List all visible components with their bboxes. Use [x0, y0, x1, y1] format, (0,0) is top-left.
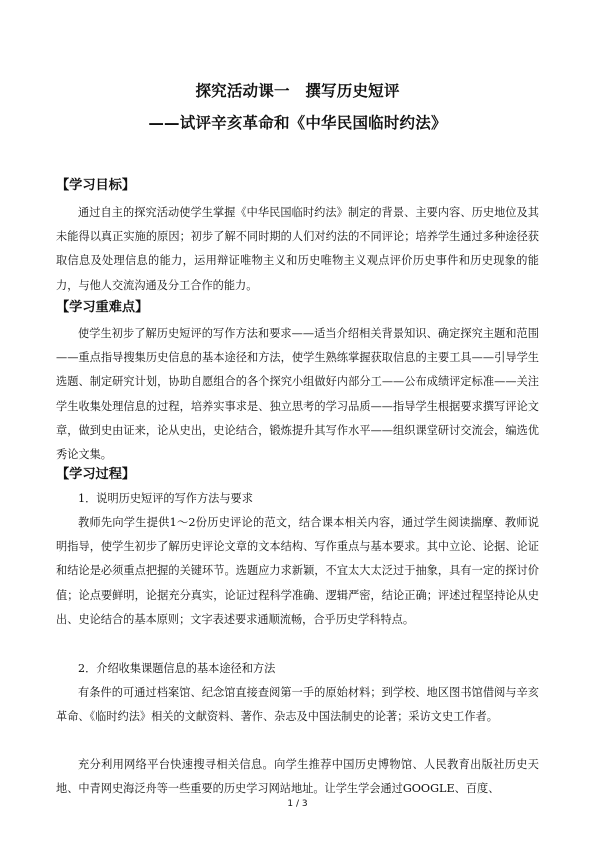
page-number: 1 / 3: [287, 799, 308, 809]
process-item2-paragraph-1: 有条件的可通过档案馆、纪念馆直接查阅第一手的原始材料；到学校、地区图书馆借阅与辛亥革命、《临时约法》相关的文献资料、著作、杂志及中国法制史的论著；采访文史工作者。: [56, 686, 539, 724]
process-item2-paragraph-2: 充分利用网络平台快速搜寻相关信息。向学生推荐中国历史博物馆、人民教育出版社历史天地、中青网史海泛舟等一些重要的历史学习网站地址。让学生学会通过GOOGLE、百度、: [56, 758, 539, 796]
process-item1-paragraph: 教师先向学生提供1～2份历史评论的范文，结合课本相关内容，通过学生阅读揣摩、教师说明指导，使学生初步了解历史评论文章的文本结构、写作重点与基本要求。其中立论、论据、论证和结论是必须重点把握的关键环节。选题应力求新颖，不宜太大太泛过于抽象，具有一定的探讨价值；论点要鲜明，论据充分真实，论证过程科学准确、逻辑严密，结论正确；评述过程坚持论从史出、史论结合的基本原则；文字表述要求通顺流畅，合乎历史学科特点。: [56, 516, 539, 626]
page-subtitle: ——试评辛亥革命和《中华民国临时约法》: [148, 114, 447, 132]
page-title: 探究活动课一 撰写历史短评: [195, 82, 400, 100]
process-item1-title: 1．说明历史短评的写作方法与要求: [78, 492, 253, 505]
goals-paragraph: 通过自主的探究活动使学生掌握《中华民国临时约法》制定的背景、主要内容、历史地位及其未能得以真正实施的原因；初步了解不同时期的人们对约法的不同评论；培养学生通过多种途径获取信息及处理信息的能力，运用辩证唯物主义和历史唯物主义观点评价历史事件和历史现象的能力，与他人交流沟通及分工合作的能力。: [56, 206, 539, 292]
section-heading-key-points: 【学习重难点】: [56, 300, 149, 315]
section-heading-process: 【学习过程】: [56, 467, 136, 482]
key-points-paragraph: 使学生初步了解历史短评的写作方法和要求——适当介绍相关背景知识、确定探究主题和范围——重点指导搜集历史信息的基本途径和方法，使学生熟练掌握获取信息的主要工具——引导学生选题、制定研究计划，协助自愿组合的各个探究小组做好内部分工——公布成绩评定标准——关注学生收集处理信息的过程，培养实事求是、独立思考的学习品质——指导学生根据要求撰写评论文章，做到史由证来，论从史出，史论结合，锻炼提升其写作水平——组织课堂研讨交流会，编选优秀论文集。: [56, 327, 539, 462]
process-item2-title: 2．介绍收集课题信息的基本途径和方法: [78, 662, 276, 675]
section-heading-goals: 【学习目标】: [56, 178, 136, 193]
